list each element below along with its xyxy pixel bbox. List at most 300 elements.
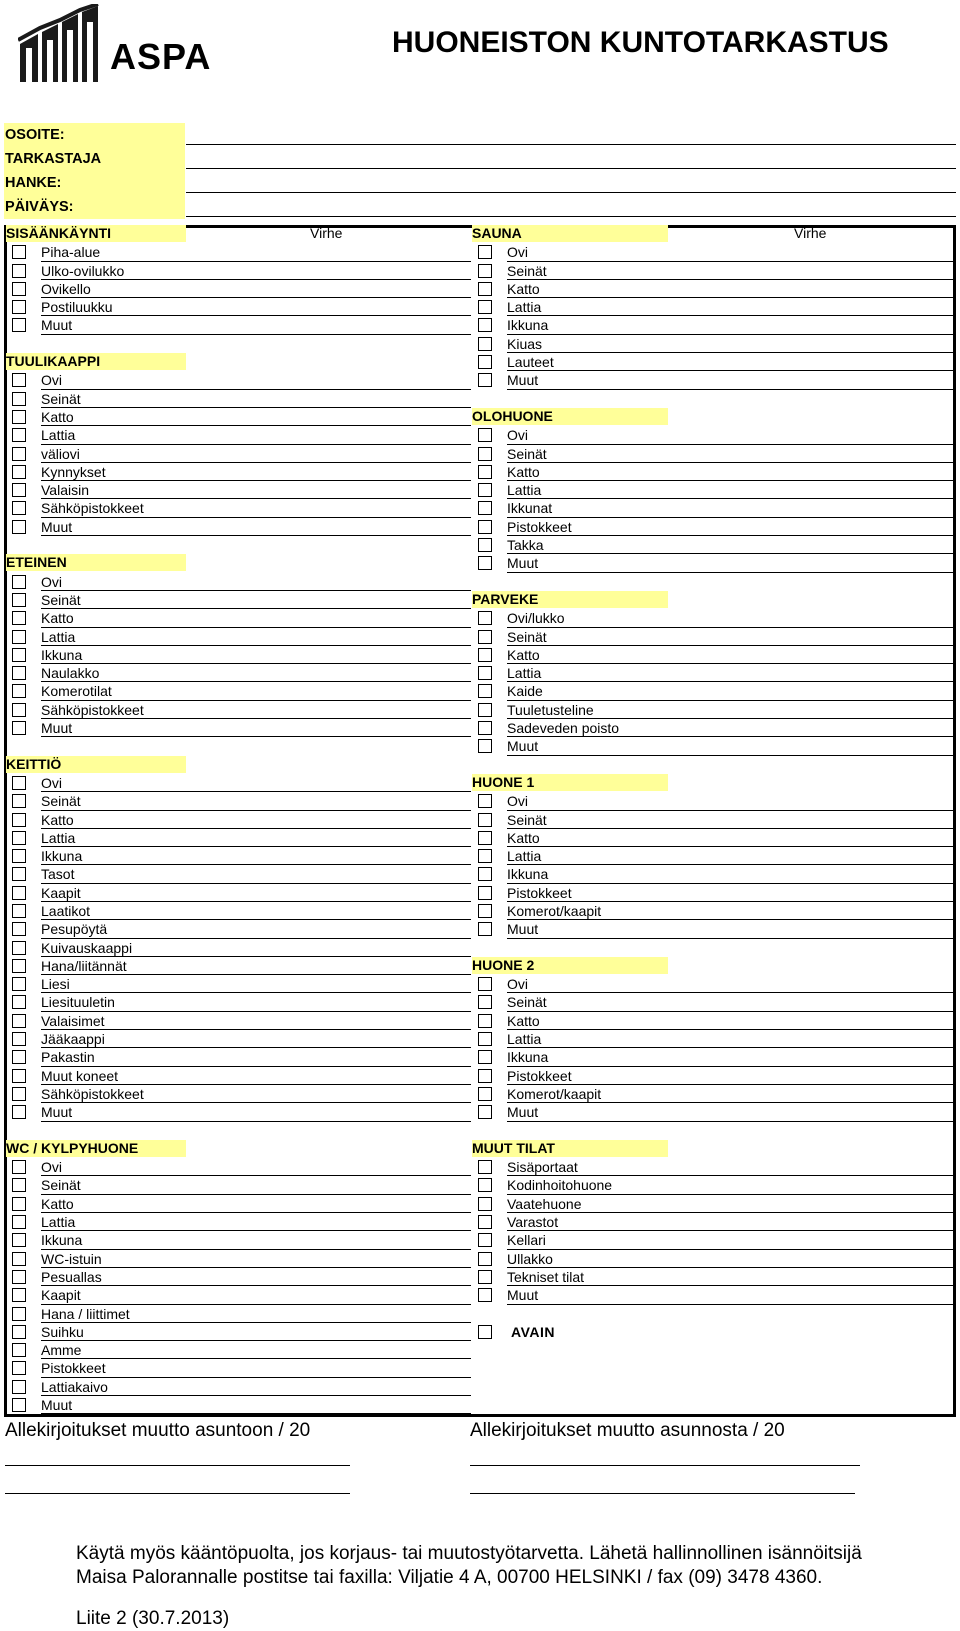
checkbox[interactable]	[478, 995, 492, 1009]
checkbox[interactable]	[478, 300, 492, 314]
checkbox[interactable]	[478, 318, 492, 332]
checklist-item-huone-2-pistokkeet[interactable]	[472, 1067, 956, 1085]
checkbox[interactable]	[12, 1252, 26, 1266]
item-label: Ikkuna	[41, 1232, 83, 1249]
checklist-item-wc-kylpyhuone-kaapit[interactable]	[6, 1286, 471, 1304]
avain-label: AVAIN	[511, 1323, 555, 1340]
checklist-item-keittio-lattia[interactable]	[6, 829, 471, 847]
checklist-item-tuulikaappi-valiovi[interactable]	[6, 445, 471, 463]
aspa-logo	[18, 4, 212, 84]
item-label: Ikkuna	[41, 646, 83, 663]
checkbox[interactable]	[478, 630, 492, 644]
checklist-item-muut-tilat-vaatehuone[interactable]	[472, 1195, 956, 1213]
checkbox[interactable]	[12, 1343, 26, 1357]
checkbox[interactable]	[478, 904, 492, 918]
checkbox[interactable]	[12, 1014, 26, 1028]
item-label: Pesuallas	[41, 1268, 102, 1285]
checkbox[interactable]	[478, 849, 492, 863]
item-label: Seinät	[507, 262, 547, 279]
checkbox[interactable]	[12, 904, 26, 918]
item-label: Sähköpistokkeet	[41, 1085, 144, 1102]
checkbox[interactable]	[12, 1105, 26, 1119]
checklist-item-muut-tilat-sisaportaat[interactable]	[472, 1158, 956, 1176]
checklist-item-muut-tilat-ullakko[interactable]	[472, 1250, 956, 1268]
checklist-item-parveke-seinat[interactable]	[472, 628, 956, 646]
item-label: Vaatehuone	[507, 1195, 582, 1212]
checkbox[interactable]	[12, 941, 26, 955]
checkbox[interactable]	[478, 813, 492, 827]
checklist-item-huone-1-lattia[interactable]	[472, 847, 956, 865]
checkbox[interactable]	[12, 392, 26, 406]
checkbox[interactable]	[12, 794, 26, 808]
item-label: WC-istuin	[41, 1250, 102, 1267]
checklist-item-keittio-liesi[interactable]	[6, 975, 471, 993]
checklist-item-parveke-katto[interactable]	[472, 646, 956, 664]
error-note-line[interactable]	[41, 736, 471, 737]
checklist-item-huone-2-ikkuna[interactable]	[472, 1048, 956, 1066]
checkbox[interactable]	[12, 776, 26, 790]
checklist-item-olohuone-katto[interactable]	[472, 463, 956, 481]
checklist-item-huone-2-seinat[interactable]	[472, 993, 956, 1011]
signature-move-in-line-2[interactable]	[5, 1493, 350, 1494]
checkbox[interactable]	[12, 1361, 26, 1375]
checkbox[interactable]	[478, 556, 492, 570]
checkbox[interactable]	[12, 373, 26, 387]
checkbox[interactable]	[12, 922, 26, 936]
checklist-item-eteinen-katto[interactable]	[6, 609, 471, 627]
checkbox[interactable]	[478, 264, 492, 278]
checkbox[interactable]	[478, 1270, 492, 1284]
checklist-item-huone-1-katto[interactable]	[472, 829, 956, 847]
section-header-tuulikaappi	[6, 353, 471, 371]
checklist-item-huone-1-komerot-kaapit[interactable]	[472, 902, 956, 920]
checkbox[interactable]	[478, 648, 492, 662]
checkbox[interactable]	[478, 1178, 492, 1192]
checkbox[interactable]	[12, 1380, 26, 1394]
checkbox[interactable]	[12, 959, 26, 973]
item-label: Sisäportaat	[507, 1159, 578, 1176]
checkbox[interactable]	[478, 977, 492, 991]
section-header-wc-kylpyhuone	[6, 1140, 471, 1158]
checklist-item-sauna-katto[interactable]	[472, 280, 956, 298]
item-label: Sadeveden poisto	[507, 720, 620, 737]
checkbox[interactable]	[478, 1087, 492, 1101]
item-label: Muut	[507, 1287, 539, 1304]
checkbox[interactable]	[12, 684, 26, 698]
checklist-item-wc-kylpyhuone-hana-liittimet[interactable]	[6, 1305, 471, 1323]
checklist-item-wc-kylpyhuone-muut[interactable]	[6, 1396, 471, 1414]
checkbox[interactable]	[12, 666, 26, 680]
checklist-item-tuulikaappi-ovi[interactable]	[6, 371, 471, 389]
checkbox[interactable]	[12, 245, 26, 259]
checklist-item-keittio-pakastin[interactable]	[6, 1048, 471, 1066]
checklist-item-muut-tilat-kellari[interactable]	[472, 1231, 956, 1249]
checkbox[interactable]	[478, 501, 492, 515]
checklist-item-wc-kylpyhuone-suihku[interactable]	[6, 1323, 471, 1341]
checklist-item-parveke-ovi-lukko[interactable]	[472, 609, 956, 627]
item-label: Jääkaappi	[41, 1031, 105, 1048]
checklist-item-keittio-tasot[interactable]	[6, 865, 471, 883]
item-label: Kaapit	[41, 884, 81, 901]
error-note-line[interactable]	[507, 1304, 956, 1305]
checklist-item-wc-kylpyhuone-katto[interactable]	[6, 1195, 471, 1213]
checklist-item-wc-kylpyhuone-lattiakaivo[interactable]	[6, 1378, 471, 1396]
checklist-item-keittio-muut-koneet[interactable]	[6, 1067, 471, 1085]
checklist-item-wc-kylpyhuone-wc-istuin[interactable]	[6, 1250, 471, 1268]
section-spacer	[472, 939, 956, 957]
checkbox[interactable]	[478, 1288, 492, 1302]
checkbox[interactable]	[12, 300, 26, 314]
checklist-item-tuulikaappi-lattia[interactable]	[6, 426, 471, 444]
checklist-item-keittio-valaisimet[interactable]	[6, 1012, 471, 1030]
checkbox[interactable]	[12, 575, 26, 589]
error-note-line[interactable]	[507, 389, 956, 390]
checkbox[interactable]	[478, 520, 492, 534]
item-label: Muut	[507, 555, 539, 572]
checkbox[interactable]	[12, 428, 26, 442]
checkbox[interactable]	[478, 721, 492, 735]
section-header-huone-2	[472, 957, 956, 975]
checklist-item-sauna-muut[interactable]	[472, 371, 956, 389]
item-label: Ovi	[507, 244, 528, 261]
checkbox[interactable]	[478, 337, 492, 351]
checkbox[interactable]	[12, 264, 26, 278]
checklist-item-tuulikaappi-valaisin[interactable]	[6, 481, 471, 499]
section-header-sisaankaynti	[6, 225, 471, 243]
checkbox[interactable]	[478, 1233, 492, 1247]
checkbox[interactable]	[478, 922, 492, 936]
checklist-item-tuulikaappi-muut[interactable]	[6, 518, 471, 536]
item-label: Lattia	[507, 299, 542, 316]
section-title-tuulikaappi: TUULIKAAPPI	[6, 353, 186, 370]
checkbox[interactable]	[478, 1160, 492, 1174]
checklist-item-eteinen-lattia[interactable]	[6, 628, 471, 646]
checkbox[interactable]	[12, 410, 26, 424]
checklist-item-wc-kylpyhuone-pistokkeet[interactable]	[6, 1359, 471, 1377]
checklist-item-olohuone-pistokkeet[interactable]	[472, 518, 956, 536]
checkbox[interactable]	[12, 593, 26, 607]
checkbox[interactable]	[12, 465, 26, 479]
checklist-item-wc-kylpyhuone-lattia[interactable]	[6, 1213, 471, 1231]
checkbox[interactable]	[478, 739, 492, 753]
checkbox[interactable]	[12, 1178, 26, 1192]
checkbox[interactable]	[478, 465, 492, 479]
checklist-item-eteinen-seinat[interactable]	[6, 591, 471, 609]
item-label: Ovi	[507, 976, 528, 993]
checklist-item-muut-tilat-varastot[interactable]	[472, 1213, 956, 1231]
item-label: Katto	[41, 610, 74, 627]
checkbox[interactable]	[478, 886, 492, 900]
info-row-inspector[interactable]	[4, 147, 956, 171]
item-label: Muut	[507, 1104, 539, 1121]
checklist-item-huone-1-muut[interactable]	[472, 920, 956, 938]
checkbox[interactable]	[12, 447, 26, 461]
signature-move-out-line-2[interactable]	[470, 1493, 855, 1494]
checklist-item-tuulikaappi-katto[interactable]	[6, 408, 471, 426]
checklist-item-tuulikaappi-kynnykset[interactable]	[6, 463, 471, 481]
error-note-line[interactable]	[507, 572, 956, 573]
item-label: Ulko-ovilukko	[41, 262, 125, 279]
section-header-eteinen	[6, 554, 471, 572]
checkbox[interactable]	[12, 483, 26, 497]
item-label: Katto	[507, 829, 540, 846]
checkbox[interactable]	[478, 1032, 492, 1046]
checklist-item-huone-2-komerot-kaapit[interactable]	[472, 1085, 956, 1103]
checkbox[interactable]	[12, 648, 26, 662]
info-row-address[interactable]	[4, 123, 956, 147]
error-note-line[interactable]	[41, 535, 471, 536]
checkbox[interactable]	[478, 428, 492, 442]
checkbox[interactable]	[12, 1325, 26, 1339]
checklist-item-olohuone-ikkunat[interactable]	[472, 499, 956, 517]
checkbox[interactable]	[478, 373, 492, 387]
project-field[interactable]	[186, 192, 956, 193]
checkbox[interactable]	[478, 703, 492, 717]
item-label: Lauteet	[507, 354, 554, 371]
checkbox[interactable]	[478, 684, 492, 698]
checkbox[interactable]	[12, 611, 26, 625]
checklist-item-huone-1-seinat[interactable]	[472, 811, 956, 829]
checkbox[interactable]	[12, 813, 26, 827]
address-field[interactable]	[186, 144, 956, 145]
checklist-item-muut-tilat-kodinhoitohuone[interactable]	[472, 1176, 956, 1194]
checklist-item-tuulikaappi-sahkopistokkeet[interactable]	[6, 499, 471, 517]
checklist-item-wc-kylpyhuone-ovi[interactable]	[6, 1158, 471, 1176]
checklist-item-muut-tilat-muut[interactable]	[472, 1286, 956, 1304]
checklist-item-parveke-tuuletusteline[interactable]	[472, 701, 956, 719]
checkbox[interactable]	[12, 1270, 26, 1284]
item-label: Seinät	[41, 390, 81, 407]
checkbox[interactable]	[12, 831, 26, 845]
info-row-project[interactable]	[4, 171, 956, 195]
checkbox[interactable]	[12, 282, 26, 296]
checklist-item-olohuone-muut[interactable]	[472, 554, 956, 572]
checkbox[interactable]	[478, 1014, 492, 1028]
checkbox[interactable]	[12, 995, 26, 1009]
item-label: Komerotilat	[41, 683, 112, 700]
checklist-item-sisaankaynti-ovikello[interactable]	[6, 280, 471, 298]
checklist-item-sisaankaynti-muut[interactable]	[6, 316, 471, 334]
checkbox[interactable]	[478, 867, 492, 881]
checklist-item-eteinen-ikkuna[interactable]	[6, 646, 471, 664]
inspector-field[interactable]	[186, 168, 956, 169]
error-note-line[interactable]	[41, 334, 471, 335]
checkbox[interactable]	[12, 1032, 26, 1046]
item-label: Seinät	[507, 628, 547, 645]
inspector-label: TARKASTAJA	[4, 147, 185, 171]
checklist-item-keittio-muut[interactable]	[6, 1103, 471, 1121]
checkbox[interactable]	[12, 849, 26, 863]
checklist-item-sisaankaynti-ulko-ovilukko[interactable]	[6, 262, 471, 280]
item-label: Naulakko	[41, 665, 100, 682]
item-label: Tasot	[41, 866, 75, 883]
checkbox[interactable]	[12, 1050, 26, 1064]
date-field[interactable]	[186, 216, 956, 217]
checkbox[interactable]	[12, 1069, 26, 1083]
checkbox[interactable]	[12, 501, 26, 515]
checklist-item-keittio-ikkuna[interactable]	[6, 847, 471, 865]
virhe-column-label: Virhe	[794, 225, 827, 241]
item-label: Suihku	[41, 1323, 84, 1340]
item-label: Muut	[41, 518, 73, 535]
checklist-item-sauna-ovi[interactable]	[472, 243, 956, 261]
checkbox[interactable]	[12, 1160, 26, 1174]
error-note-line[interactable]	[507, 1121, 956, 1122]
checkbox[interactable]	[12, 630, 26, 644]
checkbox[interactable]	[478, 1215, 492, 1229]
item-label: Seinät	[41, 1177, 81, 1194]
checkbox[interactable]	[12, 1087, 26, 1101]
section-header-keittio	[6, 756, 471, 774]
checkbox[interactable]	[478, 611, 492, 625]
checklist-item-huone-2-katto[interactable]	[472, 1012, 956, 1030]
checklist-item-huone-2-lattia[interactable]	[472, 1030, 956, 1048]
checklist-item-sauna-lauteet[interactable]	[472, 353, 956, 371]
checkbox[interactable]	[12, 1398, 26, 1412]
checklist-item-olohuone-ovi[interactable]	[472, 426, 956, 444]
signature-move-in-line-1[interactable]	[5, 1465, 350, 1466]
checklist-item-sisaankaynti-piha-alue[interactable]	[6, 243, 471, 261]
checklist-item-parveke-lattia[interactable]	[472, 664, 956, 682]
checkbox[interactable]	[478, 538, 492, 552]
checkbox[interactable]	[12, 886, 26, 900]
checklist-item-muut-tilat-tekniset-tilat[interactable]	[472, 1268, 956, 1286]
error-note-line[interactable]	[41, 1413, 471, 1414]
checklist-item-eteinen-sahkopistokkeet[interactable]	[6, 701, 471, 719]
section-title-parveke: PARVEKE	[472, 591, 668, 608]
checklist-item-keittio-jaakaappi[interactable]	[6, 1030, 471, 1048]
checkbox[interactable]	[12, 1197, 26, 1211]
checklist-item-wc-kylpyhuone-pesuallas[interactable]	[6, 1268, 471, 1286]
checkbox[interactable]	[12, 1233, 26, 1247]
checklist-item-sauna-ikkuna[interactable]	[472, 316, 956, 334]
signature-move-out-label: Allekirjoitukset muutto asunnosta / 20	[470, 1420, 785, 1441]
section-title-wc-kylpyhuone: WC / KYLPYHUONE	[6, 1140, 186, 1157]
checklist-item-olohuone-seinat[interactable]	[472, 445, 956, 463]
checklist-item-keittio-liesituuletin[interactable]	[6, 993, 471, 1011]
checkbox[interactable]	[478, 1069, 492, 1083]
checkbox[interactable]	[478, 447, 492, 461]
checklist-item-sauna-lattia[interactable]	[472, 298, 956, 316]
item-label: Katto	[41, 408, 74, 425]
section-title-huone-1: HUONE 1	[472, 774, 668, 791]
checklist-item-eteinen-komerotilat[interactable]	[6, 682, 471, 700]
checklist-item-huone-1-ikkuna[interactable]	[472, 865, 956, 883]
checkbox[interactable]	[478, 794, 492, 808]
checklist-item-keittio-laatikot[interactable]	[6, 902, 471, 920]
virhe-column-label: Virhe	[310, 225, 343, 241]
checklist-item-keittio-katto[interactable]	[6, 811, 471, 829]
checkbox[interactable]	[12, 867, 26, 881]
checklist-item-keittio-kuivauskaappi[interactable]	[6, 939, 471, 957]
footer-note	[76, 1542, 936, 1590]
item-label: Ikkuna	[41, 848, 83, 865]
checkbox[interactable]	[12, 703, 26, 717]
checklist-item-parveke-kaide[interactable]	[472, 682, 956, 700]
checklist-item-parveke-muut[interactable]	[472, 737, 956, 755]
checklist-item-wc-kylpyhuone-seinat[interactable]	[6, 1176, 471, 1194]
error-note-line[interactable]	[41, 1121, 471, 1122]
signature-move-out-line-1[interactable]	[470, 1465, 860, 1466]
item-label: Kaide	[507, 683, 543, 700]
error-note-line[interactable]	[507, 938, 956, 939]
item-label: Takka	[507, 537, 544, 554]
checkbox[interactable]	[478, 831, 492, 845]
item-label: Lattia	[41, 1214, 76, 1231]
item-label: Pistokkeet	[41, 1360, 106, 1377]
checkbox[interactable]	[12, 1307, 26, 1321]
checkbox[interactable]	[12, 318, 26, 332]
section-header-parveke	[472, 591, 956, 609]
checklist-item-wc-kylpyhuone-ikkuna[interactable]	[6, 1231, 471, 1249]
checkbox[interactable]	[478, 1197, 492, 1211]
section-header-muut-tilat	[472, 1140, 956, 1158]
checklist-item-keittio-kaapit[interactable]	[6, 884, 471, 902]
checklist-item-huone-1-ovi[interactable]	[472, 792, 956, 810]
item-label: Ovi	[41, 573, 62, 590]
checklist-item-olohuone-takka[interactable]	[472, 536, 956, 554]
footer-note-line-2: Maisa Palorannalle postitse tai faxilla: Viljatie 4 A, 00700 HELSINKI / fax (09) 3478 4360.	[76, 1567, 823, 1588]
checklist-item-keittio-pesupoyta[interactable]	[6, 920, 471, 938]
item-label: Kodinhoitohuone	[507, 1177, 613, 1194]
checkbox[interactable]	[12, 721, 26, 735]
avain-checkbox[interactable]	[478, 1325, 492, 1339]
checkbox[interactable]	[478, 666, 492, 680]
checklist-item-eteinen-naulakko[interactable]	[6, 664, 471, 682]
checkbox[interactable]	[478, 1252, 492, 1266]
error-note-line[interactable]	[507, 755, 956, 756]
checklist-item-parveke-sadeveden-poisto[interactable]	[472, 719, 956, 737]
checkbox[interactable]	[12, 1288, 26, 1302]
item-label: Ullakko	[507, 1250, 553, 1267]
item-label: Ovi/lukko	[507, 610, 565, 627]
info-row-date[interactable]	[4, 195, 956, 219]
checklist-item-sauna-seinat[interactable]	[472, 262, 956, 280]
checklist-item-wc-kylpyhuone-amme[interactable]	[6, 1341, 471, 1359]
checkbox[interactable]	[478, 1050, 492, 1064]
item-label: Katto	[41, 811, 74, 828]
item-label: Tuuletusteline	[507, 701, 594, 718]
checkbox[interactable]	[478, 1105, 492, 1119]
checklist-item-huone-2-ovi[interactable]	[472, 975, 956, 993]
item-label: Pistokkeet	[507, 518, 572, 535]
checkbox[interactable]	[478, 355, 492, 369]
checkbox[interactable]	[478, 483, 492, 497]
checklist-item-eteinen-muut[interactable]	[6, 719, 471, 737]
signature-move-in-label: Allekirjoitukset muutto asuntoon / 20	[5, 1420, 311, 1441]
checklist-item-keittio-seinat[interactable]	[6, 792, 471, 810]
checkbox[interactable]	[478, 245, 492, 259]
checklist-item-huone-1-pistokkeet[interactable]	[472, 884, 956, 902]
checklist-item-tuulikaappi-seinat[interactable]	[6, 390, 471, 408]
checkbox[interactable]	[12, 520, 26, 534]
checklist-item-keittio-sahkopistokkeet[interactable]	[6, 1085, 471, 1103]
checkbox[interactable]	[478, 282, 492, 296]
checklist-item-sisaankaynti-postiluukku[interactable]	[6, 298, 471, 316]
checkbox[interactable]	[12, 1215, 26, 1229]
checklist-item-eteinen-ovi[interactable]	[6, 573, 471, 591]
avain-key-row[interactable]	[472, 1323, 956, 1341]
item-label: Pakastin	[41, 1049, 95, 1066]
checkbox[interactable]	[12, 977, 26, 991]
item-label: Postiluukku	[41, 299, 113, 316]
item-label: väliovi	[41, 445, 80, 462]
checklist-item-sauna-kiuas[interactable]	[472, 335, 956, 353]
checklist-item-keittio-ovi[interactable]	[6, 774, 471, 792]
checklist-item-keittio-hana-liitannat[interactable]	[6, 957, 471, 975]
checklist-item-huone-2-muut[interactable]	[472, 1103, 956, 1121]
checklist-item-olohuone-lattia[interactable]	[472, 481, 956, 499]
